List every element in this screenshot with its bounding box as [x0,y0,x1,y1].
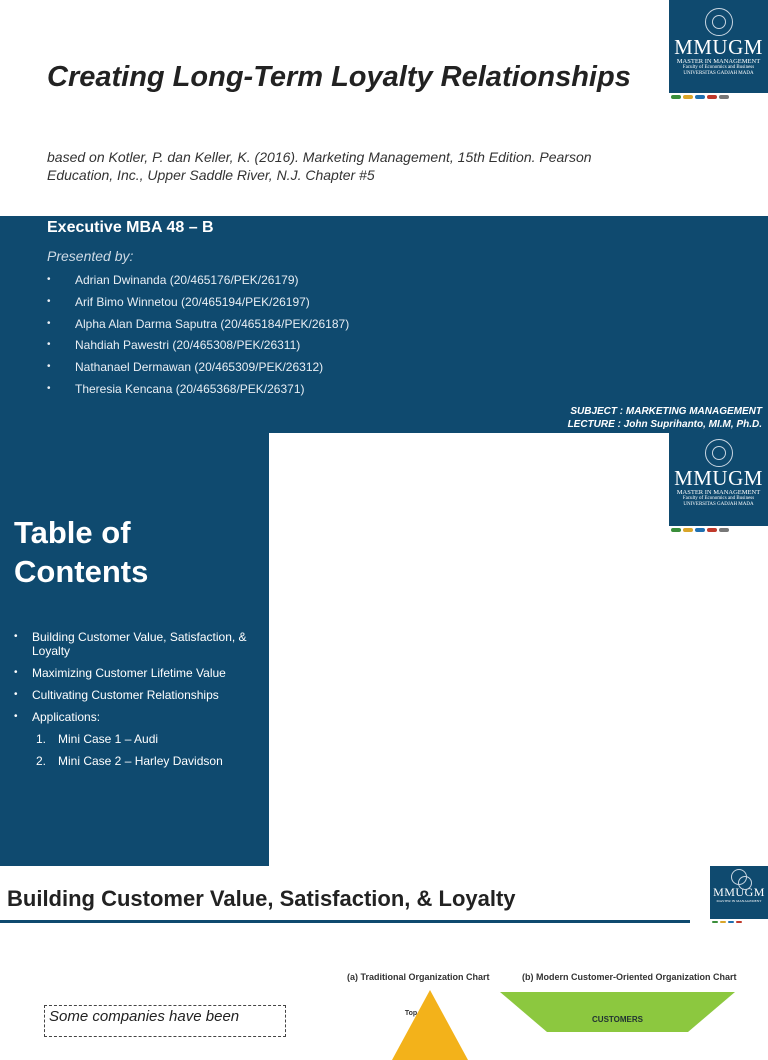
slide3-title: Building Customer Value, Satisfaction, & Loyalty [7,886,516,911]
logo-name: MMUGM [674,466,763,490]
presenter-item: • Nathanael Dermawan (20/465309/PEK/26312) [47,357,349,379]
presenter-item: • Nahdiah Pawestri (20/465308/PEK/26311) [47,335,349,357]
slide1-subtitle: based on Kotler, P. dan Keller, K. (2016). Marketing Management, 15th Edition. Pearson Education, Inc., Upper Saddle River, N.J. Chapter #5 [47,149,592,183]
presenter-item: • Theresia Kencana (20/465368/PEK/26371) [47,379,349,401]
traditional-chart-caption: (a) Traditional Organization Chart [347,972,490,982]
toc-subitem-label: Mini Case 2 – Harley Davidson [58,754,223,768]
toc-subitem-label: Mini Case 1 – Audi [58,732,159,746]
mmugm-logo [669,433,768,534]
mmugm-logo [710,866,768,924]
title-underline [0,920,690,923]
logo-name: MMUGM [713,885,765,899]
toc-list [14,630,264,732]
toc-subitem [36,732,223,746]
ugm-seal-icon [705,439,733,467]
logo-line3: UNIVERSITAS GADJAH MADA [683,502,754,507]
logo-line1: MASTER IN MANAGEMENT [676,489,761,496]
lecture-line: LECTURE : John Suprihanto, MI.M, Ph.D. [567,419,762,430]
toc-item: • Maximizing Customer Lifetime Value [14,666,264,680]
subject-lecture [568,405,762,431]
toc-item: • Cultivating Customer Relationships [14,688,264,702]
logo-line2: Faculty of Economics and Business [682,496,755,501]
presenter-item: • Alpha Alan Darma Saputra (20/465184/PEK/26187) [47,314,349,336]
ugm-seal-icon [731,869,747,885]
presenter-list [47,270,349,401]
ugm-seal-icon [705,8,733,36]
triangle-top-label: Top [404,1010,418,1017]
subject-line: SUBJECT : MARKETING MANAGEMENT [570,406,762,417]
toc-title: Table of Contents [14,515,149,589]
presented-by-label: Presented by: [47,248,134,264]
note-box: Some companies have been [44,1005,286,1037]
modern-chart-caption: (b) Modern Customer-Oriented Organization Chart [522,972,737,982]
partner-logos-strip [710,919,768,924]
presenter-item: • Adrian Dwinanda (20/465176/PEK/26179) [47,270,349,292]
toc-subitem [36,754,223,768]
logo-name: MMUGM [674,35,763,59]
logo-line1: MASTER IN MANAGEMENT [676,58,761,65]
slide1-title: Creating Long-Term Loyalty Relationships [47,61,631,93]
partner-logos-strip [669,526,768,534]
customers-label: CUSTOMERS [592,1015,643,1024]
toc-subitem-number: 1. [36,732,47,746]
logo-line3: UNIVERSITAS GADJAH MADA [683,71,754,76]
toc-item: • Building Customer Value, Satisfaction, & Loyalty [14,630,264,658]
mmugm-logo [669,0,768,101]
group-heading: Executive MBA 48 – B [47,219,214,236]
presenter-item: • Arif Bimo Winnetou (20/465194/PEK/26197) [47,292,349,314]
logo-line2: Faculty of Economics and Business [682,65,755,70]
toc-sublist [36,732,223,776]
traditional-org-triangle [392,990,468,1060]
toc-item: • Applications: [14,710,264,724]
toc-subitem-number: 2. [36,754,47,768]
logo-line1: MASTER IN MANAGEMENT [716,899,762,903]
partner-logos-strip [669,93,768,101]
customer-oriented-band [500,992,735,1032]
